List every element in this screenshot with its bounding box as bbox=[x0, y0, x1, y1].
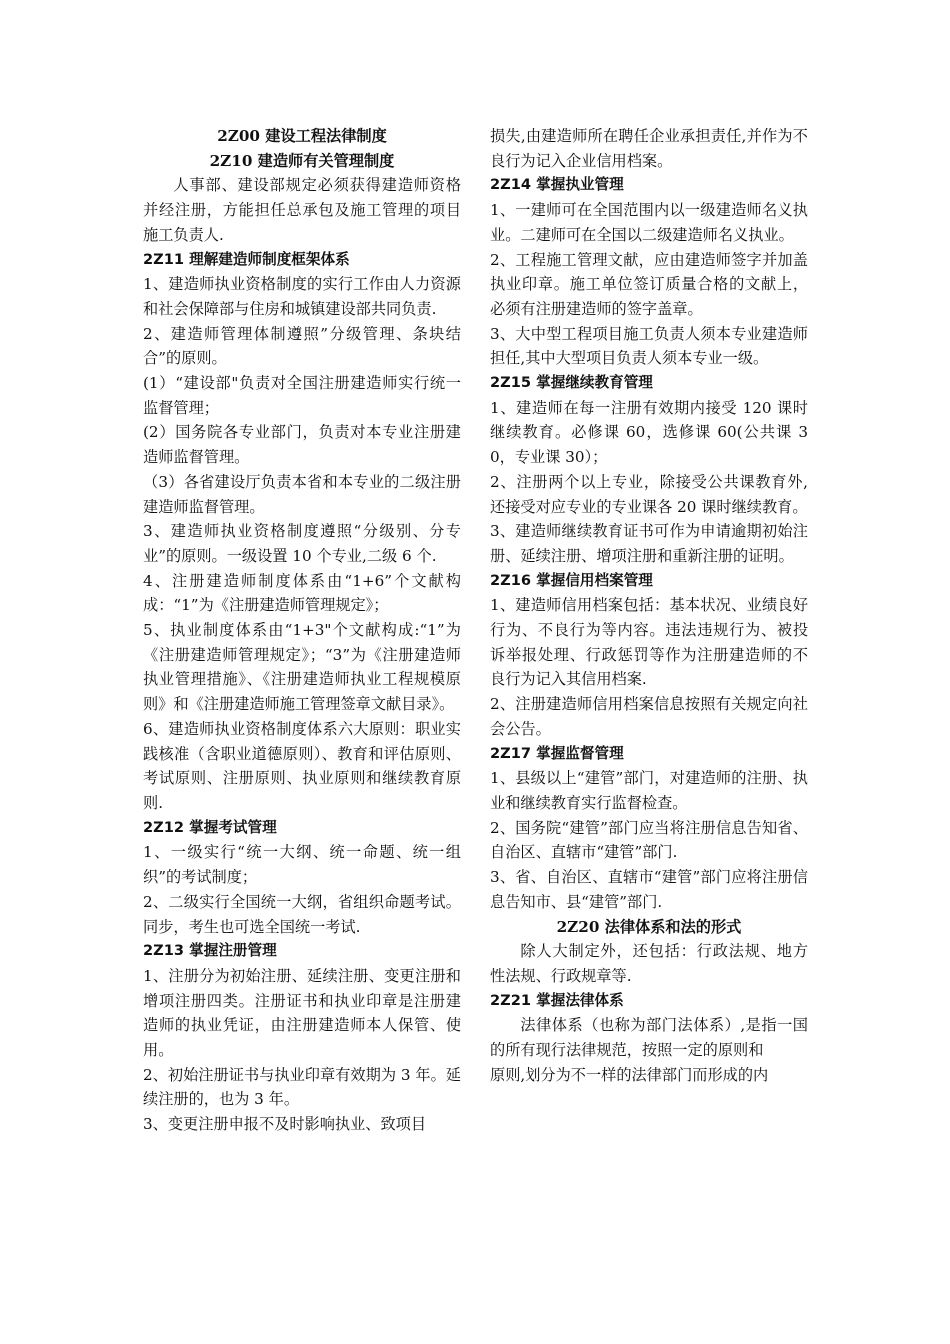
paragraph: 2、二级实行全国统一大纲，省组织命题考试。同步，考生也可选全国统一考试. bbox=[143, 892, 461, 936]
paragraph: 1、县级以上“建管”部门，对建造师的注册、执业和继续教育实行监督检查。 bbox=[490, 769, 808, 812]
subsection-heading: 2Z13 掌握注册管理 bbox=[143, 942, 277, 960]
left-column bbox=[143, 124, 461, 1137]
paragraph: 2、注册两个以上专业，除接受公共课教育外,还接受对应专业的专业课各 20 课时继续教育。 bbox=[490, 472, 808, 516]
paragraph: 5、执业制度体系由“1+3"个文献构成:“1”为《注册建造师管理规定》；“3”为《注册建造师执业管理措施》、《注册建造师执业工程规模原则》和《注册建造师施工管理签章文献目录》。 bbox=[143, 621, 461, 714]
paragraph: 损失,由建造师所在聘任企业承担责任,并作为不良行为记入企业信用档案。 bbox=[490, 127, 808, 170]
paragraph: （3）各省建设厅负责本省和本专业的二级注册建造师监督管理。 bbox=[143, 472, 461, 516]
paragraph: 1、一建师可在全国范围内以一级建造师名义执业。二建师可在全国以二级建造师名义执业。 bbox=[490, 201, 808, 244]
subsection-heading: 2Z15 掌握继续教育管理 bbox=[490, 374, 653, 392]
paragraph: 人事部、建设部规定必须获得建造师资格并经注册，方能担任总承包及施工管理的项目施工负责人. bbox=[143, 176, 461, 244]
paragraph: 2、工程施工管理文献，应由建造师签字并加盖执业印章。施工单位签订质量合格的文献上，必须有注册建造师的签字盖章。 bbox=[490, 250, 808, 318]
section-title: 2Z20 法律体系和法的形式 bbox=[556, 917, 742, 936]
paragraph: 2、国务院“建管”部门应当将注册信息告知省、自治区、直辖市“建管”部门. bbox=[490, 818, 808, 862]
paragraph: 4、注册建造师制度体系由“1+6”个文献构成：“1”为《注册建造师管理规定》； bbox=[143, 571, 461, 615]
paragraph: (1）“建设部"负责对全国注册建造师实行统一监督管理； bbox=[143, 374, 461, 417]
subsection-heading: 2Z12 掌握考试管理 bbox=[143, 818, 277, 836]
paragraph: 3、变更注册申报不及时影响执业、致项目 bbox=[143, 1115, 427, 1134]
paragraph: (2）国务院各专业部门，负责对本专业注册建造师监督管理。 bbox=[143, 423, 461, 467]
paragraph: 1、建造师执业资格制度的实行工作由人力资源和社会保障部与住房和城镇建设部共同负责. bbox=[143, 275, 461, 318]
subsection-heading: 2Z21 掌握法律体系 bbox=[490, 991, 624, 1009]
chapter-title: 2Z00 建设工程法律制度 bbox=[217, 127, 387, 145]
paragraph: 除人大制定外，还包括：行政法规、地方性法规、行政规章等. bbox=[490, 942, 808, 985]
paragraph: 2、注册建造师信用档案信息按照有关规定向社会公告。 bbox=[490, 695, 808, 738]
paragraph: 3、省、自治区、直辖市“建管”部门应将注册信息告知市、县“建管”部门. bbox=[490, 868, 808, 911]
paragraph: 1、一级实行“统一大纲、统一命题、统一组织”的考试制度； bbox=[143, 843, 461, 887]
paragraph: 1、建造师信用档案包括：基本状况、业绩良好行为、不良行为等内容。违法违规行为、被投诉举报处理、行政惩罚等作为注册建造师的不良行为记入其信用档案. bbox=[490, 596, 808, 689]
subsection-heading: 2Z17 掌握监督管理 bbox=[490, 744, 624, 762]
paragraph: 1、建造师在每一注册有效期内接受 120 课时继续教育。必修课 60，选修课 60(公共课 30，专业课 30）； bbox=[490, 398, 808, 467]
right-column bbox=[490, 124, 808, 1087]
paragraph: 原则,划分为不一样的法律部门而形成的内 bbox=[490, 1065, 769, 1084]
paragraph: 法律体系（也称为部门法体系）,是指一国的所有现行法律规范，按照一定的原则和 bbox=[490, 1016, 808, 1060]
subsection-heading: 2Z16 掌握信用档案管理 bbox=[490, 571, 653, 589]
paragraph: 2、建造师管理体制遵照”分级管理、条块结合”的原则。 bbox=[143, 324, 461, 368]
subsection-heading: 2Z14 掌握执业管理 bbox=[490, 176, 624, 194]
paragraph: 1、注册分为初始注册、延续注册、变更注册和增项注册四类。注册证书和执业印章是注册建造师的执业凭证，由注册建造师本人保管、使用。 bbox=[143, 966, 461, 1060]
paragraph: 3、建造师继续教育证书可作为申请逾期初始注册、延续注册、增项注册和重新注册的证明。 bbox=[490, 522, 808, 565]
paragraph: 3、建造师执业资格制度遵照“分级别、分专业”的原则。一级设置 10 个专业,二级 6 个. bbox=[143, 522, 461, 565]
section-title: 2Z10 建造师有关管理制度 bbox=[209, 151, 395, 170]
subsection-heading: 2Z11 理解建造师制度框架体系 bbox=[143, 250, 350, 268]
paragraph: 3、大中型工程项目施工负责人须本专业建造师担任,其中大型项目负责人须本专业一级。 bbox=[490, 324, 808, 368]
paragraph: 2、初始注册证书与执业印章有效期为 3 年。延续注册的，也为 3 年。 bbox=[143, 1065, 461, 1109]
paragraph: 6、建造师执业资格制度体系六大原则：职业实践核准（含职业道德原则）、教育和评估原则、考试原则、注册原则、执业原则和继续教育原则. bbox=[143, 719, 461, 812]
